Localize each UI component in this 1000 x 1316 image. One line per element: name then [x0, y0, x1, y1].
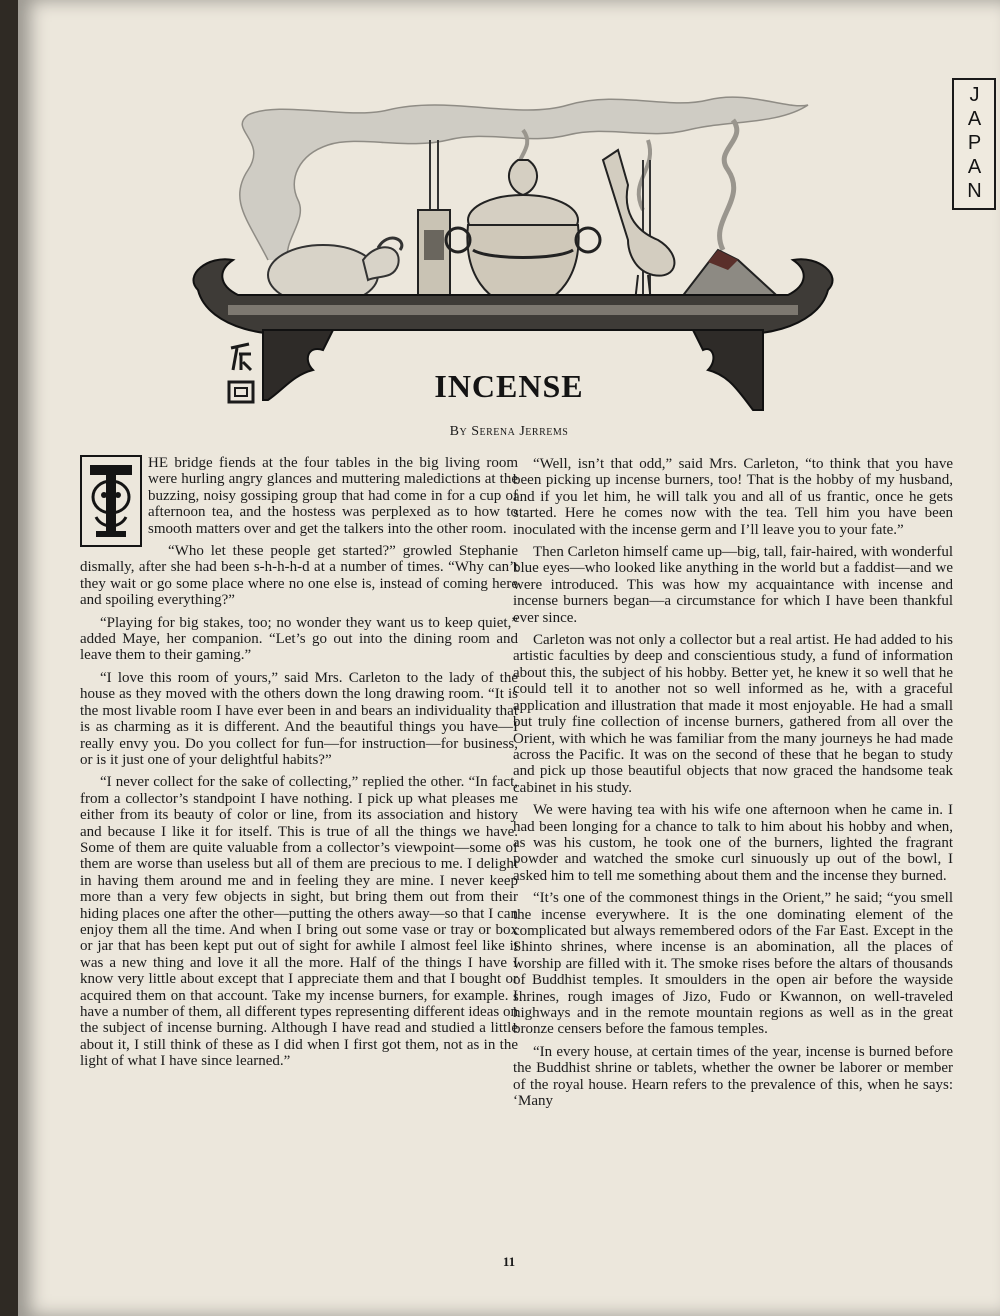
page-number: 11 — [502, 1254, 516, 1269]
ornamental-letter-t-icon — [82, 457, 140, 545]
section-tab-label: JAPAN — [963, 84, 986, 204]
paragraph: “I never collect for the sake of collecting,” replied the other. “In fact, from a collector’s standpoint I have nothing. I pick up what pleases me either from its beauty of color or line, from its association and history and because I like it for itself. This is true of all the things we have. Some of them are quite valuable from a collector’s viewpoint—some of them are worse than useless but all of them are precious to me. I delight in having them around me and in feeling they are mine. I never keep more than a very few objects in sight, but bring them out from their hiding places one after the other—putting the others away—so that I can enjoy them all the time. And when I bring out some vase or tray or box or jar that has been kept put out of sight for awhile I almost feel like it was a new thing and love it all the more. Half of the things I have I know very little about except that I appreciate them and that I bought or acquired them on that account. Take my incense burners, for example. I have a number of them, all different types representing different ideas on the subject of incense burning. Although I have read and studied a little about it, I still think of these as I did when I first got them, not as in the light of what I have since learned.” — [80, 774, 518, 1070]
paragraph: “In every house, at certain times of the year, incense is burned before the Buddhist shrine or tablets, whether the owner be laborer or member of the royal house. Hearn refers to the prevalence of this, when he says: ‘Many — [513, 1043, 953, 1110]
paragraph: “Playing for big stakes, too; no wonder they want us to keep quiet,” added Maye, her companion. “Let’s go out into the dining room and leave them to their gaming.” — [80, 614, 518, 664]
section-tab — [952, 78, 996, 210]
paragraph: “Who let these people get started?” growled Stephanie dismally, after she had been s-h-h-h-d at a number of times. “Why can’t they wait or go some place where no one else is, instead of coming here and spoiling everything?” — [80, 543, 518, 609]
paragraph: HE bridge fiends at the four tables in the big living room were hurling angry glances and muttering maledictions at the buzzing, noisy gossiping group that had come in for a cup of afternoon tea, and the hostess was perplexed as to how to smooth matters over and get the talkers into the other room. — [148, 455, 518, 537]
paragraph: Carleton was not only a collector but a real artist. He had added to his artistic faculties by deep and conscientious study, a fund of information about this, the subject of his hobby. Better yet, he knew it so well that he could tell it to another not so well informed as he, with a graceful application and illustration that made it most enjoyable. He had a small but truly fine collection of incense burners, gathered from all over the Orient, with which he was familiar from the many journeys he had made across the Pacific. It was on the second of these that he began to study and pick up those beautiful objects that now graced the handsome teak cabinet in his study. — [513, 632, 953, 796]
drop-cap — [80, 455, 142, 547]
paragraph: “It’s one of the commonest things in the Orient,” he said; “you smell the incense everywhere. It is the one dominating element of the complicated but always remembered odors of the Far East. Except in the Shinto shrines, where incense is an abomination, all the places of worship are filled with it. The smoke rises before the altars of thousands of Buddhist temples. It smoulders in the open air before the wayside shrines, rough images of Jizo, Fudo or Kwannon, on well-traveled highways and in the remote mountain regions as well as in the great bronze censers before the famous temples. — [513, 890, 953, 1038]
urn-censer-icon — [446, 160, 600, 315]
article-byline: By Serena Jerrems — [449, 424, 569, 439]
article-title: INCENSE — [434, 368, 584, 404]
article-column-right — [513, 456, 953, 1115]
paragraph: “Well, isn’t that odd,” said Mrs. Carleton, “to think that you have been picking up incense burners, too! That is the hobby of my husband, and if you let him, he will talk you and all of us frantic, once he gets started. Here he comes now with the tea. Tell him you have been inoculated with the incense germ and I’ll leave you to your fate.” — [513, 456, 953, 538]
magazine-page — [18, 0, 1000, 1316]
paragraph: We were having tea with his wife one afternoon when he came in. I had been longing for a chance to talk to him about his hobby and when, as was his custom, he took one of the burners, lighted the fragrant powder and watched the smoke curl sinuously up out of the bowl, I asked him to tell me something about them and the incense they burned. — [513, 802, 953, 884]
paragraph: “I love this room of yours,” said Mrs. Carleton to the lady of the house as they moved with the others down the long drawing room. “It is the most livable room I have ever been in and bears an individuality that is as charming as it is different. And the beautiful things you have—I really envy you. Do you collect for fun—for instruction—for business, or is it just one of your delightful habits?” — [80, 669, 518, 768]
article-column-left — [80, 455, 518, 1076]
paragraph: Then Carleton himself came up—big, tall, fair-haired, with wonderful blue eyes—who looked like anything in the world but a faddist—and we were introduced. This was how my acquaintance with incense and incense burners began—a circumstance for which I have been thankful ever since. — [513, 544, 953, 626]
